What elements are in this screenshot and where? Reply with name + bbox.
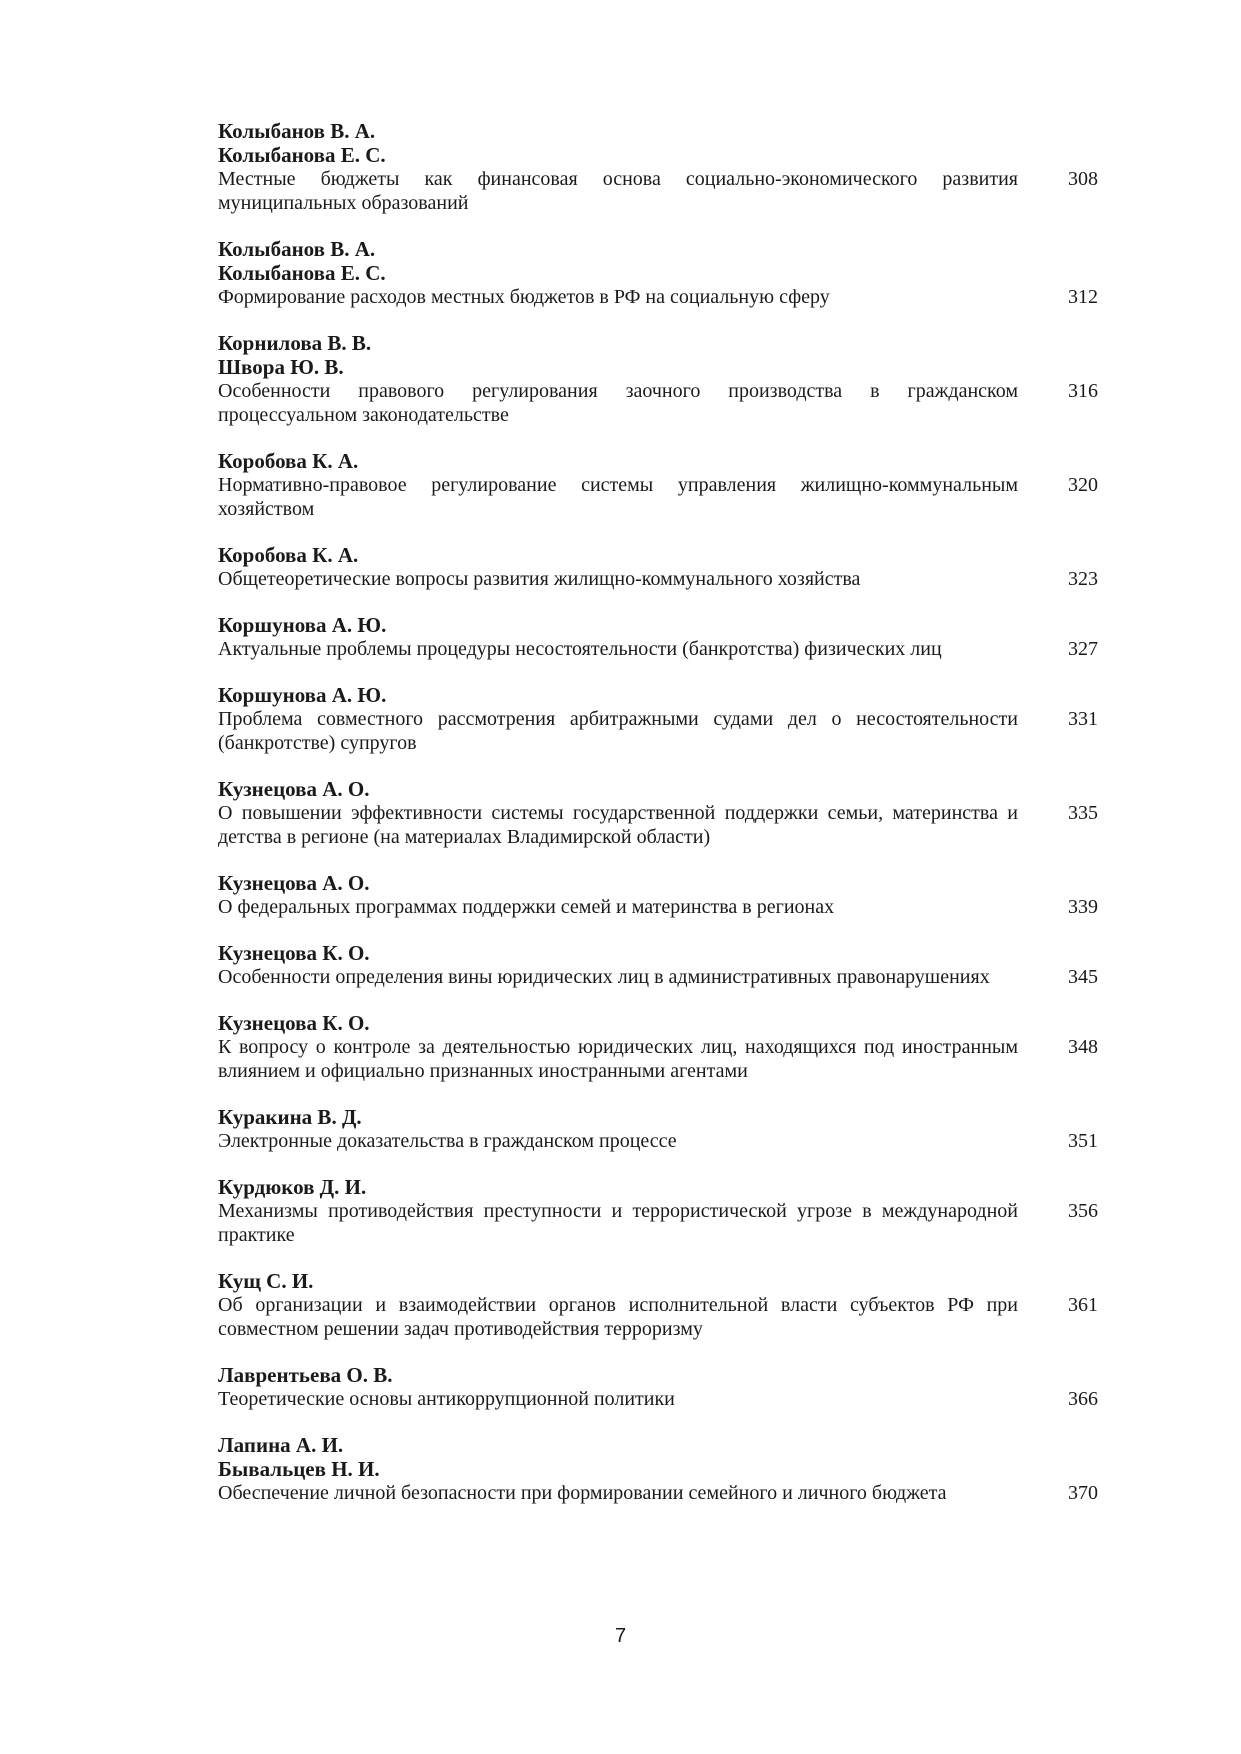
entry-title: К вопросу о контроле за деятельностью юридических лиц, находящихся под иностранным влиянием и официально признанных иностранными агентами	[218, 1036, 1018, 1082]
toc-entry	[218, 237, 1098, 309]
toc-entry	[218, 1269, 1098, 1341]
entry-author: Колыбанова Е. С.	[218, 261, 386, 285]
toc-entry	[218, 1175, 1098, 1247]
entry-author: Лаврентьева О. В.	[218, 1363, 393, 1387]
toc-entry	[218, 1105, 1098, 1153]
entry-author: Колыбанова Е. С.	[218, 143, 386, 167]
toc-entry	[218, 941, 1098, 989]
entry-page-number: 348	[1068, 1036, 1098, 1058]
entry-body	[218, 1129, 1098, 1153]
entry-page-number: 320	[1068, 474, 1098, 496]
entry-body	[218, 1481, 1098, 1505]
toc-entry	[218, 613, 1098, 661]
entry-page-number: 335	[1068, 802, 1098, 824]
toc-entry	[218, 119, 1098, 215]
entry-author: Кузнецова К. О.	[218, 1011, 370, 1035]
entry-author: Коршунова А. Ю.	[218, 613, 387, 637]
entry-body	[218, 567, 1098, 591]
entry-author: Корнилова В. В.	[218, 331, 372, 355]
toc-entry	[218, 1011, 1098, 1083]
entry-body	[218, 167, 1098, 215]
toc-entry	[218, 331, 1098, 427]
entry-body	[218, 1387, 1098, 1411]
entry-body	[218, 379, 1098, 427]
entry-title: Теоретические основы антикоррупционной политики	[218, 1388, 675, 1410]
entry-body	[218, 801, 1098, 849]
entry-title: Общетеоретические вопросы развития жилищно-коммунального хозяйства	[218, 568, 861, 590]
table-of-contents	[218, 119, 1098, 1527]
entry-page-number: 361	[1068, 1294, 1098, 1316]
entry-page-number: 356	[1068, 1200, 1098, 1222]
entry-page-number: 323	[1068, 568, 1098, 590]
toc-entry	[218, 871, 1098, 919]
entry-author: Коршунова А. Ю.	[218, 683, 387, 707]
entry-body	[218, 637, 1098, 661]
entry-page-number: 331	[1068, 708, 1098, 730]
entry-page-number: 339	[1068, 896, 1098, 918]
entry-title: О федеральных программах поддержки семей и материнства в регионах	[218, 896, 835, 918]
entry-title: Формирование расходов местных бюджетов в РФ на социальную сферу	[218, 286, 830, 308]
entry-body	[218, 895, 1098, 919]
entry-body	[218, 285, 1098, 309]
entry-author: Коробова К. А.	[218, 449, 359, 473]
entry-author: Лапина А. И.	[218, 1433, 344, 1457]
entry-body	[218, 1199, 1098, 1247]
entry-author: Кузнецова К. О.	[218, 941, 370, 965]
toc-entry	[218, 683, 1098, 755]
entry-author: Колыбанов В. А.	[218, 237, 376, 261]
entry-title: Особенности определения вины юридических лиц в административных правонарушениях	[218, 966, 990, 988]
entry-page-number: 327	[1068, 638, 1098, 660]
entry-title: Нормативно-правовое регулирование системы управления жилищно-коммунальным хозяйством	[218, 474, 1018, 520]
entry-title: Электронные доказательства в гражданском процессе	[218, 1130, 677, 1152]
entry-body	[218, 1035, 1098, 1083]
entry-author: Коробова К. А.	[218, 543, 359, 567]
entry-title: Местные бюджеты как финансовая основа социально-экономического развития муниципальных образований	[218, 168, 1018, 214]
entry-body	[218, 1293, 1098, 1341]
entry-title: Механизмы противодействия преступности и террористической угрозе в международной практике	[218, 1200, 1018, 1246]
entry-body	[218, 473, 1098, 521]
entry-body	[218, 707, 1098, 755]
entry-page-number: 366	[1068, 1388, 1098, 1410]
entry-author: Кущ С. И.	[218, 1269, 314, 1293]
toc-entry	[218, 1433, 1098, 1505]
entry-title: Обеспечение личной безопасности при формировании семейного и личного бюджета	[218, 1482, 947, 1504]
entry-page-number: 312	[1068, 286, 1098, 308]
entry-author: Кузнецова А. О.	[218, 777, 370, 801]
entry-author: Курдюков Д. И.	[218, 1175, 367, 1199]
entry-author: Бывальцев Н. И.	[218, 1457, 380, 1481]
toc-entry	[218, 543, 1098, 591]
toc-entry	[218, 449, 1098, 521]
entry-title: Об организации и взаимодействии органов исполнительной власти субъектов РФ при совместном решении задач противодействия терроризму	[218, 1294, 1018, 1340]
entry-page-number: 345	[1068, 966, 1098, 988]
entry-page-number: 370	[1068, 1482, 1098, 1504]
entry-title: Проблема совместного рассмотрения арбитражными судами дел о несостоятельности (банкротстве) супругов	[218, 708, 1018, 754]
entry-body	[218, 965, 1098, 989]
toc-entry	[218, 1363, 1098, 1411]
page-number: 7	[614, 1625, 627, 1647]
entry-page-number: 351	[1068, 1130, 1098, 1152]
toc-entry	[218, 777, 1098, 849]
entry-title: Особенности правового регулирования заочного производства в гражданском процессуальном законодательстве	[218, 380, 1018, 426]
entry-page-number: 308	[1068, 168, 1098, 190]
entry-author: Кузнецова А. О.	[218, 871, 370, 895]
entry-author: Колыбанов В. А.	[218, 119, 376, 143]
entry-title: О повышении эффективности системы государственной поддержки семьи, материнства и детства в регионе (на материалах Владимирской области)	[218, 802, 1018, 848]
entry-title: Актуальные проблемы процедуры несостоятельности (банкротства) физических лиц	[218, 638, 942, 660]
entry-author: Куракина В. Д.	[218, 1105, 362, 1129]
entry-author: Швора Ю. В.	[218, 355, 344, 379]
entry-page-number: 316	[1068, 380, 1098, 402]
